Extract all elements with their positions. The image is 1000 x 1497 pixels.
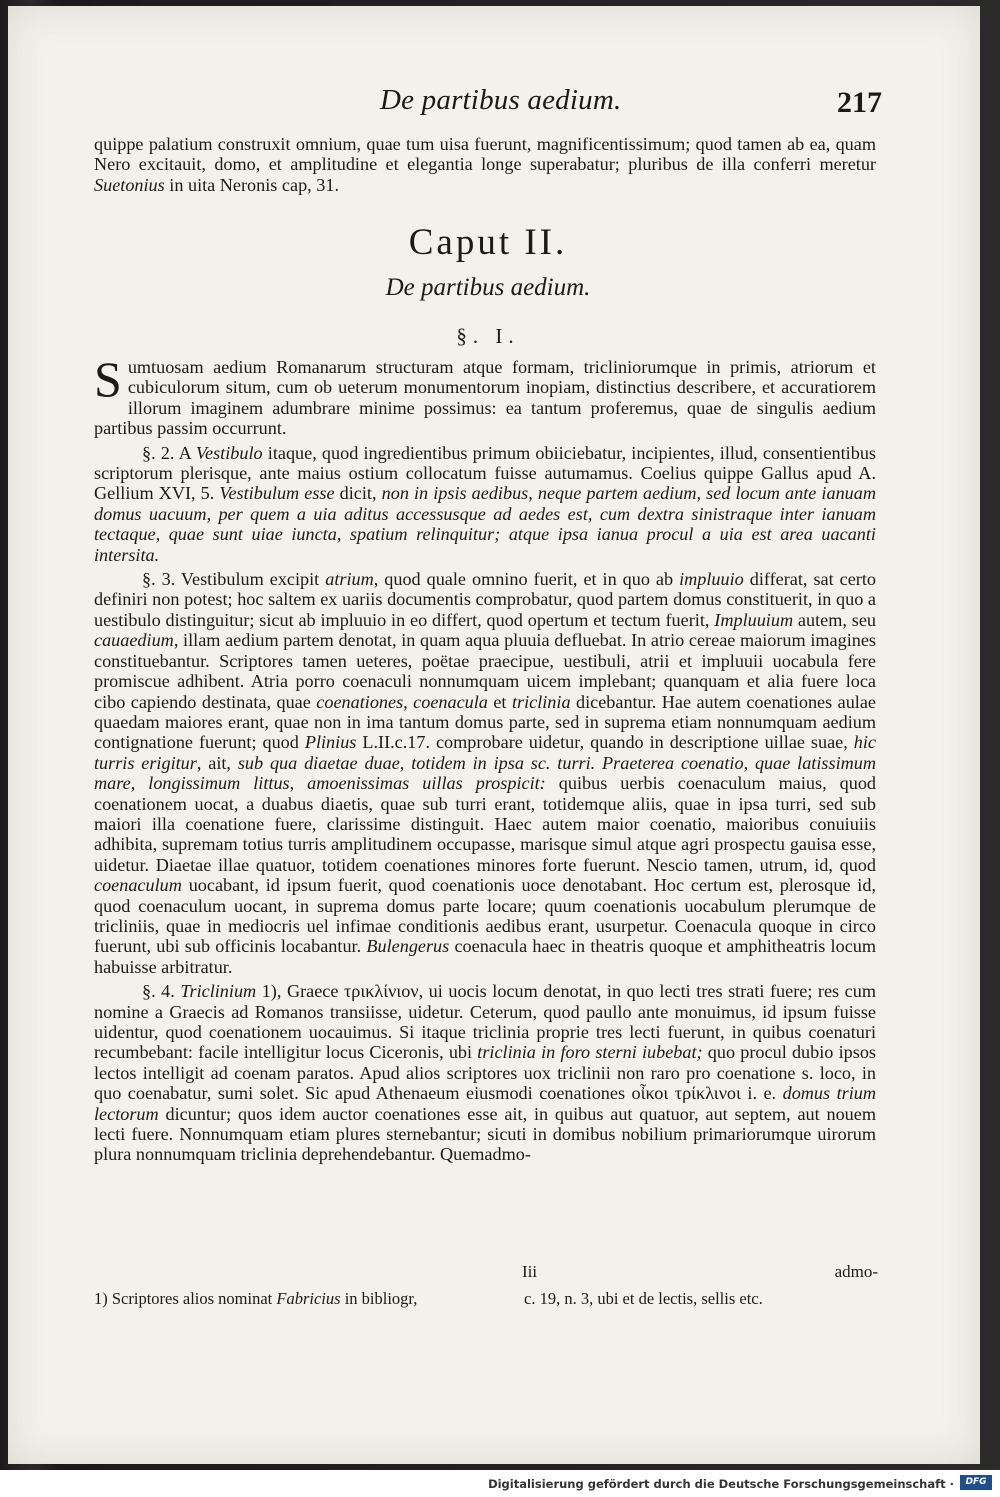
opening-text-block [94,134,876,195]
book-page [8,6,980,1464]
paragraph-2: §. 2. A Vestibulo itaque, quod ingredientibus primum obiiciebatur, incipientes, illud, consentientibus scriptorum plerisque, ante maius ostium collocatum fuisse autumamus. Coelius quippe Gallus apud A. Gellium XVI, 5. Vestibulum esse dicit, non in ipsis aedibus, neque partem aedium, sed locum ante ianuam domus uacuum, per quem a uia aditus accessusque ad aedes est, cum dextra sinistraque inter ianuam tectaque, quae sunt uiae iuncta, spatium relinquitur; atque ipsa ianua procul a uia est area uacanti intersita. [94,442,876,565]
chapter-title: Caput II. [408,222,568,263]
drop-capital: S [94,351,122,407]
opening-paragraph: quippe palatium construxit omnium, quae tum uisa fuerunt, magnificentissimum; quod tamen ab ea, quam Nero excitauit, domo, et amplitudine et elegantia longe superabatur; pluribus de illa conferri meretur Suetonius in uita Neronis cap, 31. [94,134,876,195]
page-number: 217 [837,86,882,119]
paragraph-1: Sumtuosam aedium Romanarum structuram atque formam, tricliniorumque in primis, atriorum et cubiculorum situm, cum ob ueterum monumentorum inopiam, distinctius describere, et accuratiorem illorum imaginem adumbrare minime possimus: ea tantum proferemus, quae de singulis aedium partibus passim occurrunt. [94,351,876,439]
funding-bar [0,1470,1000,1497]
signature-mark: Iii [522,1262,538,1281]
paragraph-4: §. 4. Triclinium 1), Graece τρικλίνιον, ui uocis locum denotat, in quo lecti tres strati fuere; res cum nomine a Graecis ad Romanos transiisse, uidetur. Ceterum, quod paullo ante monuimus, id ipsum fuisse uidentur, quod coenationem uocauimus. Si itaque triclinia proprie tres lecti fuerunt, in quibus coenaturi recumbebant: facile intelligitur locus Ciceronis, ubi triclinia in foro sterni iubebat; quo procul dubio ipsos lectos intelligit ad coenam paratos. Apud alios scriptores uox triclinii non raro pro coenatione s. loco, in quo coenabatur, sumi solet. Sic apud Athenaeum eiusmodi coenationes οἶκοι τρίκλινοι i. e. domus trium lectorum dicuntur; quos idem auctor coenationes esse ait, in quibus aut quatuor, aut septem, aut nouem lecti fuere. Nonnumquam etiam plures sternebantur; sicuti in domibus nobilium primariorumque uirorum plura nonnumquam triclinia deprehendebantur. Quemadmo- [94,981,877,1165]
footnote: 1) Scriptores alios nominat Fabricius in bibliogr, c. 19, n. 3, ubi et de lectis, sellis etc. [94,1289,763,1308]
running-head: De partibus aedium. [380,84,622,116]
chapter-subtitle: De partibus aedium. [385,274,591,301]
section-mark: §. I. [456,324,520,348]
main-text-block [94,351,877,1165]
paragraph-3: §. 3. Vestibulum excipit atrium, quod quale omnino fuerit, et in quo ab impluuio differat, sat certo definiri non potest; hoc saltem ex uariis documentis comprobatur, quod partem domus constituerit, in quo a uestibulo distinguitur; sicut ab impluuio in eo differt, quod opertum et tectum fuerit, Impluuium autem, seu cauaedium, illam aedium partem denotat, in quam aqua pluuia defluebat. In atrio cereae maiorum imagines constituebantur. Scriptores tamen ueteres, poëtae praecipue, uestibuli, atrii et impluuii uocabula fere promiscue adhibent. Atria porro coenaculi nonnumquam uicem implebant; quanquam et alia fuere loca cibo capiendo destinata, quae coenationes, coenacula et triclinia dicebantur. Hae autem coenationes aulae quaedam maiores erant, quae non in ima tantum domus parte, sed in suprema etiam nonnumquam aedium contignatione fuerunt; quod Plinius L.II.c.17. comprobare uidetur, quando in descriptione uillae suae, hic turris erigitur, ait, sub qua diaetae duae, totidem in ipsa sc. turri. Praeterea coenatio, quae latissimum mare, longissimum littus, amoenissimas uillas prospicit: quibus uerbis coenaculum maius, quod coenationem uocat, a duabus diaetis, quae sub turri erant, totidemque aliis, quae in ipsa turri, sed sub maiori illa coenatione fuere, clarissime distinguit. Haec autem maior coenatio, maioribus conuiuiis adhibita, supremam totius turris amplitudinem occupasse, marisque simul atque agri prospectu gauisa esse, uidetur. Diaetae illae quatuor, totidem coenationes minores forte fuerunt. Nescio tamen, utrum, id, quod coenaculum uocabant, id ipsum fuerit, quod coenationis uoce denotabant. Hoc certum est, plerosque id, quod coenaculum uocant, in suprema domus parte locare; quum coenationis uocabulum plerumque de tricliniis, quae in mediocris uel infimae conditionis aedibus erant, usurpetur. Coenacula quoque in circo fuerunt, ubi sub officinis locabantur. Bulengerus coenacula haec in theatris quoque et amphitheatris locum habuisse arbitratur. [94,569,877,977]
funding-notice: Digitalisierung gefördert durch die Deutsche Forschungsgemeinschaft · [488,1477,954,1491]
footnote-continuation: c. 19, n. 3, ubi et de lectis, sellis etc. [524,1289,763,1308]
dfg-logo-icon[interactable]: DFG [960,1475,992,1490]
catchword: admo- [834,1262,878,1281]
